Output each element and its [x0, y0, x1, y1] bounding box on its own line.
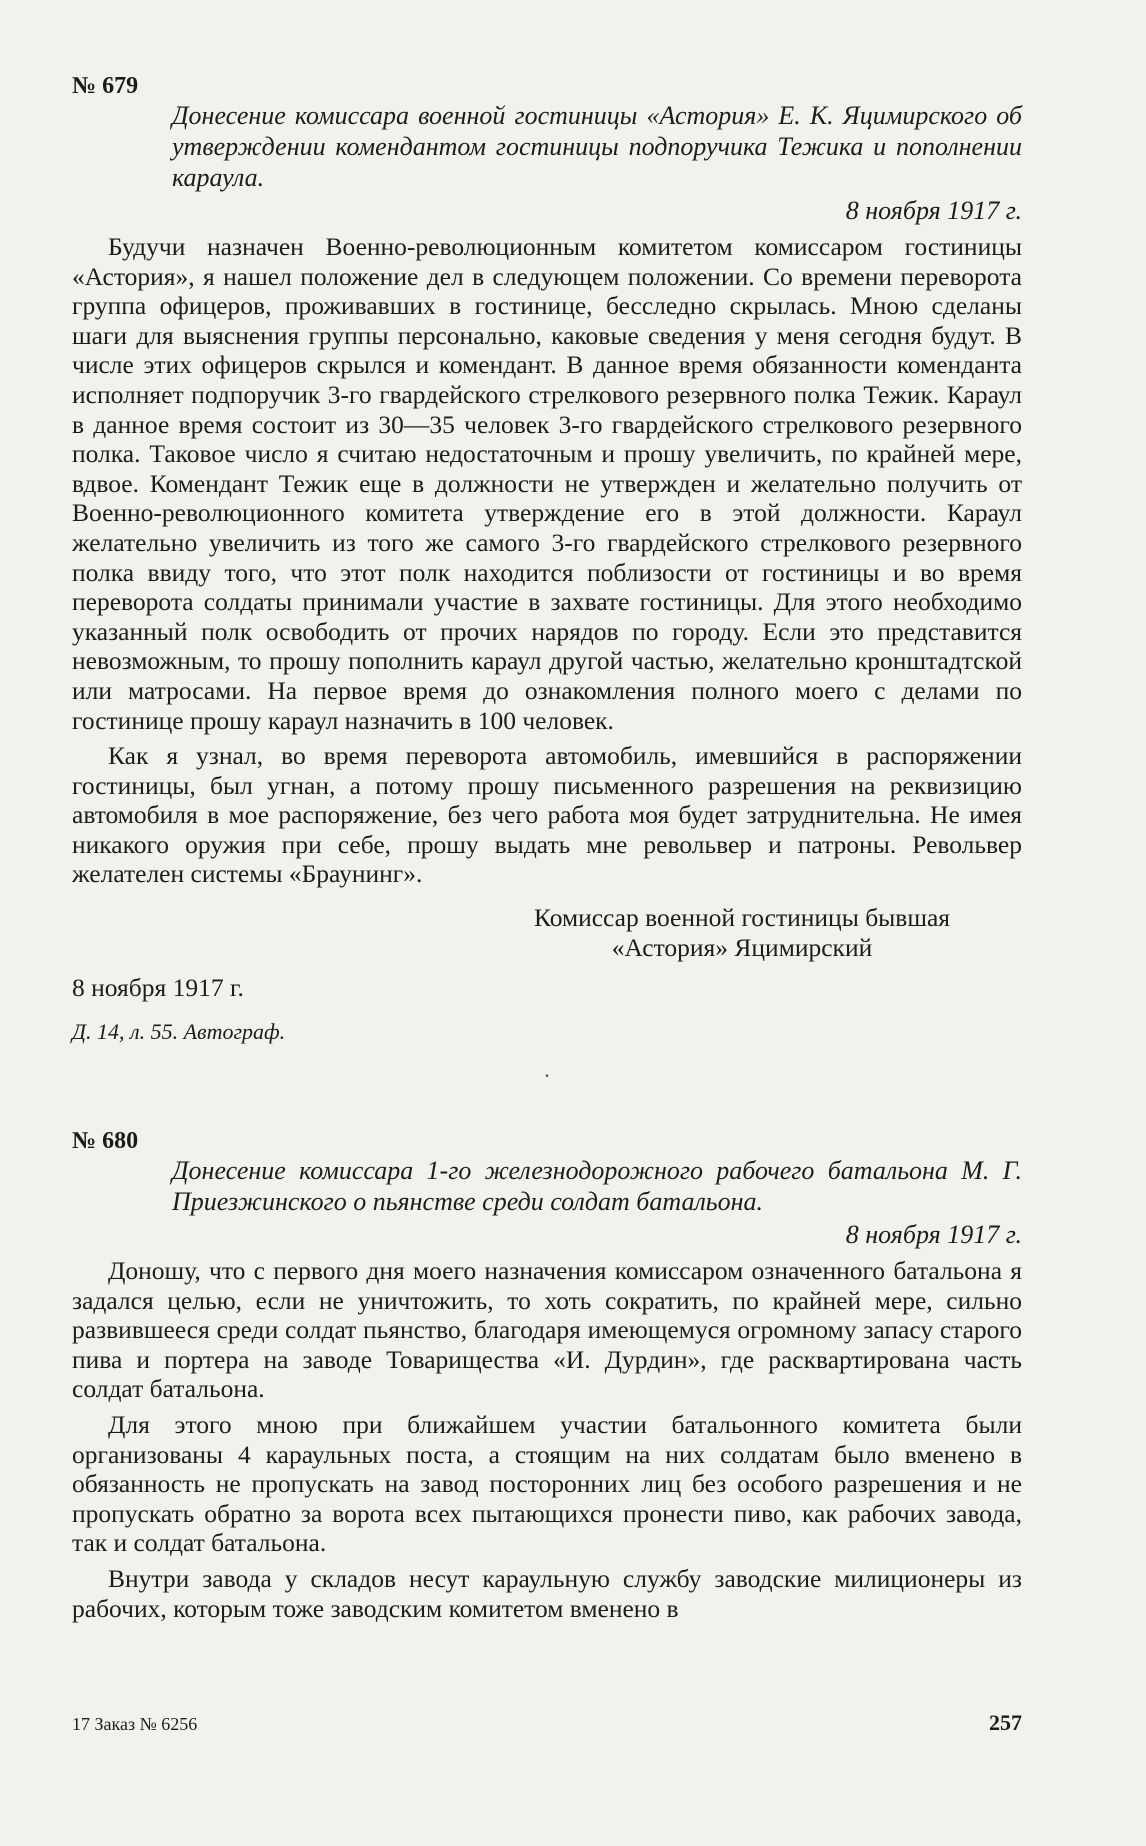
paragraph: Как я узнал, во время переворота автомобиль, имевшийся в распоряжении гостиницы, был угнан, а потому прошу письменного разрешения на реквизицию автомобиля в мое распоряжение, без чего работа моя будет затруднительна. Не имея никакого оружия при себе, прошу выдать мне револьвер и патроны. Револьвер желателен системы «Браунинг». — [72, 741, 1022, 889]
signature-block — [492, 903, 992, 963]
page-footer — [72, 1710, 1022, 1736]
signature-line: «Астория» Яцимирский — [611, 933, 873, 963]
document-title: Донесение комиссара военной гостиницы «Астория» Е. К. Яцимирского об утверждении комендантом гостиницы подпоручика Тежика и пополнении караула. — [172, 101, 1022, 192]
paragraph: Для этого мною при ближайшем участии батальонного комитета были организованы 4 караульных поста, а стоящим на них солдатам было вменено в обязанность не пропускать на завод посторонних лиц без особого разрешения и не пропускать обратно за ворота всех пытающихся пронести пиво, как рабочих завода, так и солдат батальона. — [72, 1410, 1022, 1558]
paragraph: Будучи назначен Военно-революционным комитетом комиссаром гостиницы «Астория», я нашел положение дел в следующем положении. Со времени переворота группа офицеров, проживавших в гостинице, бесследно скрылась. Мною сделаны шаги для выяснения группы персонально, каковые сведения у меня сегодня будут. В числе этих офицеров скрылся и комендант. В данное время обязанности коменданта исполняет подпоручик 3-го гвардейского стрелкового резервного полка Тежик. Караул в данное время состоит из 30—35 человек 3-го гвардейского стрелкового резервного полка. Таковое число я считаю недостаточным и прошу увеличить, по крайней мере, вдвое. Комендант Тежик еще в должности не утвержден и желательно получить от Военно-революционного комитета утверждение его в этой должности. Караул желательно увеличить из того же самого 3-го гвардейского стрелкового резервного полка ввиду того, что этот полк находится поблизости от гостиницы и во время переворота солдаты принимали участие в захвате гостиницы. Для этого необходимо указанный полк освободить от прочих нарядов по городу. Если это представится невозможным, то прошу пополнить караул другой частью, желательно кронштадтской или матросами. На первое время до ознакомления полного моего с делами по гостинице прошу караул назначить в 100 человек. — [72, 232, 1022, 735]
page-number: 257 — [989, 1710, 1022, 1735]
document-679 — [72, 72, 1022, 1045]
paragraph: Внутри завода у складов несут караульную службу заводские милиционеры из рабочих, которым тоже заводским комитетом вменено в — [72, 1564, 1022, 1623]
signature-line: Комиссар военной гостиницы бывшая — [533, 903, 951, 933]
document-title: Донесение комиссара 1-го железнодорожного рабочего батальона М. Г. Приезжинского о пьянстве среди солдат батальона. — [172, 1156, 1022, 1217]
print-order-label: 17 Заказ № 6256 — [72, 1714, 198, 1734]
section-divider: · — [543, 1063, 551, 1089]
signature-date: 8 ноября 1917 г. — [72, 973, 244, 1003]
document-number: № 680 — [72, 1128, 139, 1155]
document-number: № 679 — [72, 73, 139, 99]
document-date: 8 ноября 1917 г. — [845, 196, 1022, 225]
page-content — [72, 72, 1022, 1623]
paragraph: Доношу, что с первого дня моего назначения комиссаром означенного батальона я задался целью, если не уничтожить, то хоть сократить, по крайней мере, сильно развившееся среди солдат пьянство, благодаря имеющемуся огромному запасу старого пива и портера на заводе Товарищества «И. Дурдин», где расквартирована часть солдат батальона. — [72, 1256, 1022, 1404]
document-680 — [72, 1127, 1022, 1623]
document-date: 8 ноября 1917 г. — [845, 1220, 1022, 1250]
archive-source: Д. 14, л. 55. Автограф. — [72, 1019, 286, 1045]
